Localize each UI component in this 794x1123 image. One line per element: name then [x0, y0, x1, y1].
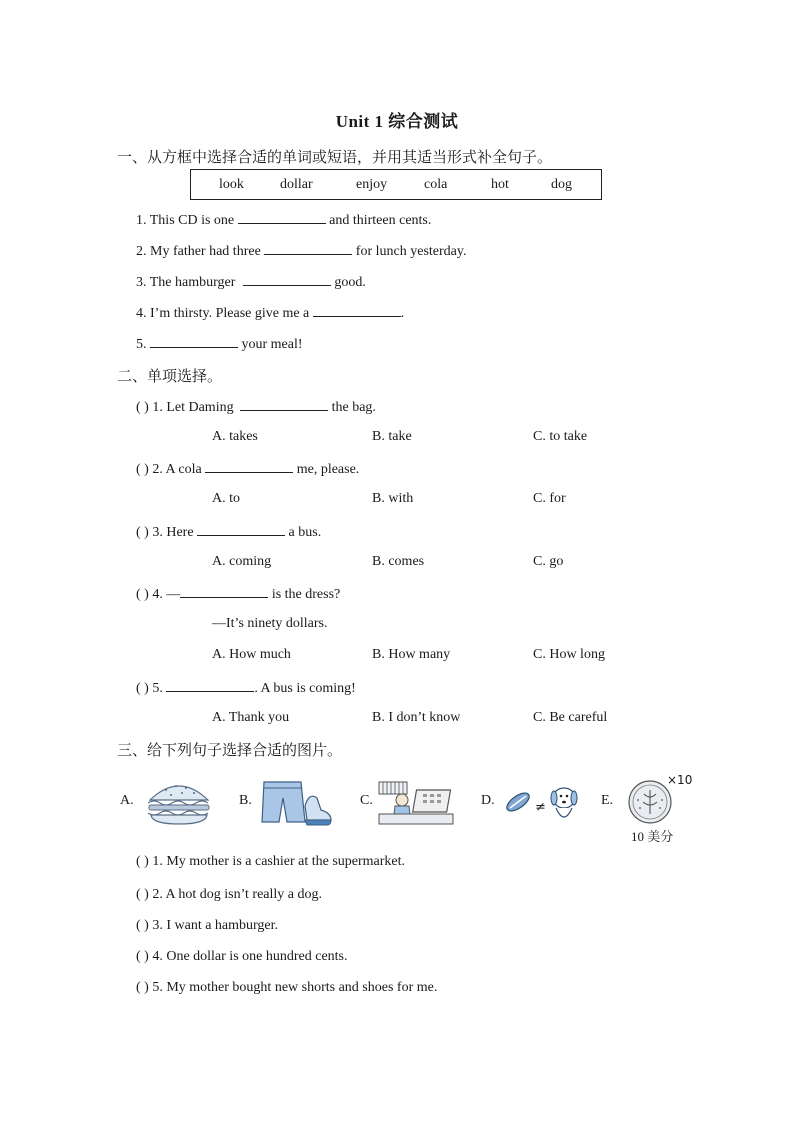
question-start: 2. A cola — [152, 462, 206, 477]
page-title: Unit 1 综合测试 — [335, 112, 459, 131]
option-c[interactable]: C. go — [533, 554, 564, 569]
option-b[interactable]: B. with — [372, 491, 414, 506]
question-end: the bag. — [328, 400, 376, 415]
coin-multiplier: ×10 — [667, 773, 693, 787]
sentence-start: 1. This CD is one — [136, 213, 238, 228]
match-sentence — [136, 854, 405, 870]
answer-paren[interactable]: ( ) — [136, 980, 149, 995]
word-box-item: enjoy — [356, 177, 388, 192]
mc-question — [136, 585, 340, 603]
mc-question — [136, 460, 359, 478]
question-start: 1. Let Daming — [152, 400, 238, 415]
fill-sentence — [136, 273, 366, 291]
sentence-text: 5. My mother bought new shorts and shoes for me. — [152, 980, 438, 995]
picture-label-d: D. — [481, 793, 495, 808]
answer-paren[interactable]: ( ) — [136, 587, 149, 602]
answer-blank — [197, 523, 285, 536]
answer-blank[interactable] — [313, 304, 401, 317]
word-box-item: dollar — [280, 177, 313, 192]
answer-paren[interactable]: ( ) — [136, 525, 149, 540]
answer-blank — [205, 460, 293, 473]
word-box-item: dog — [551, 177, 572, 192]
sentence-end: for lunch yesterday. — [352, 244, 467, 259]
coin-caption: 10 美分 — [631, 829, 674, 844]
section3-heading: 三、给下列句子选择合适的图片。 — [117, 741, 343, 759]
sentence-start: 3. The hamburger — [136, 275, 239, 290]
question-end: is the dress? — [268, 587, 341, 602]
fill-sentence — [136, 335, 303, 353]
word-box-item: cola — [424, 177, 448, 192]
answer-blank — [180, 585, 268, 598]
answer-blank[interactable] — [243, 273, 331, 286]
answer-paren[interactable]: ( ) — [136, 887, 149, 902]
answer-paren[interactable]: ( ) — [136, 949, 149, 964]
option-a[interactable]: A. takes — [212, 429, 258, 444]
answer-blank[interactable] — [264, 242, 352, 255]
question-start: 3. Here — [152, 525, 198, 540]
answer-paren[interactable]: ( ) — [136, 681, 149, 696]
svg-text:≠: ≠ — [535, 800, 546, 815]
option-a[interactable]: A. coming — [212, 554, 272, 569]
shorts-and-shoes-icon — [261, 780, 333, 826]
word-box-item: hot — [491, 177, 509, 192]
answer-paren[interactable]: ( ) — [136, 918, 149, 933]
hamburger-icon — [146, 776, 212, 826]
sentence-text: 1. My mother is a cashier at the supermarket. — [152, 854, 406, 869]
sentence-start: 5. — [136, 337, 150, 352]
fill-sentence — [136, 242, 466, 260]
match-sentence — [136, 980, 437, 996]
match-sentence — [136, 887, 322, 903]
cashier-icon — [377, 776, 457, 830]
option-a[interactable]: A. How much — [212, 647, 291, 662]
answer-paren[interactable]: ( ) — [136, 854, 149, 869]
option-c[interactable]: C. for — [533, 491, 566, 506]
option-b[interactable]: B. comes — [372, 554, 425, 569]
question-end: a bus. — [285, 525, 322, 540]
answer-paren[interactable]: ( ) — [136, 400, 149, 415]
sentence-text: 3. I want a hamburger. — [152, 918, 279, 933]
answer-blank — [166, 679, 254, 692]
picture-label-e: E. — [601, 793, 614, 808]
sentence-start: 4. I’m thirsty. Please give me a — [136, 306, 313, 321]
word-box — [190, 169, 602, 200]
answer-blank[interactable] — [238, 211, 326, 224]
option-c[interactable]: C. to take — [533, 429, 588, 444]
answer-blank[interactable] — [150, 335, 238, 348]
picture-label-a: A. — [120, 793, 134, 808]
option-c[interactable]: C. Be careful — [533, 710, 608, 725]
match-sentence — [136, 949, 348, 965]
option-a[interactable]: A. to — [212, 491, 240, 506]
picture-label-c: C. — [360, 793, 373, 808]
mc-question — [136, 679, 356, 697]
section1-heading: 一、从方框中选择合适的单词或短语，并用其适当形式补全句子。 — [117, 148, 553, 166]
hotdog-not-equal-dog-icon — [504, 780, 578, 828]
question-start: 5. — [152, 681, 167, 696]
sentence-end: good. — [330, 275, 366, 290]
option-b[interactable]: B. I don’t know — [372, 710, 461, 725]
sentence-end: . — [400, 306, 405, 321]
sentence-text: 2. A hot dog isn’t really a dog. — [152, 887, 323, 902]
option-b[interactable]: B. take — [372, 429, 412, 444]
option-c[interactable]: C. How long — [533, 647, 605, 662]
match-sentence — [136, 918, 278, 934]
answer-paren[interactable]: ( ) — [136, 462, 149, 477]
sentence-end: and thirteen cents. — [325, 213, 432, 228]
mc-question — [136, 523, 321, 541]
section2-heading: 二、单项选择。 — [117, 367, 223, 385]
fill-sentence — [136, 211, 431, 229]
picture-label-b: B. — [239, 793, 252, 808]
answer-blank — [240, 398, 328, 411]
option-b[interactable]: B. How many — [372, 647, 451, 662]
sentence-end: your meal! — [238, 337, 303, 352]
sentence-text: 4. One dollar is one hundred cents. — [152, 949, 348, 964]
fill-sentence — [136, 304, 404, 322]
option-a[interactable]: A. Thank you — [212, 710, 290, 725]
sentence-start: 2. My father had three — [136, 244, 265, 259]
question-end: . A bus is coming! — [254, 681, 356, 696]
mc-question — [136, 398, 376, 416]
question-end: me, please. — [293, 462, 360, 477]
dialogue-answer: —It’s ninety dollars. — [212, 616, 328, 631]
question-start: 4. — — [152, 587, 181, 602]
word-box-item: look — [219, 177, 244, 192]
